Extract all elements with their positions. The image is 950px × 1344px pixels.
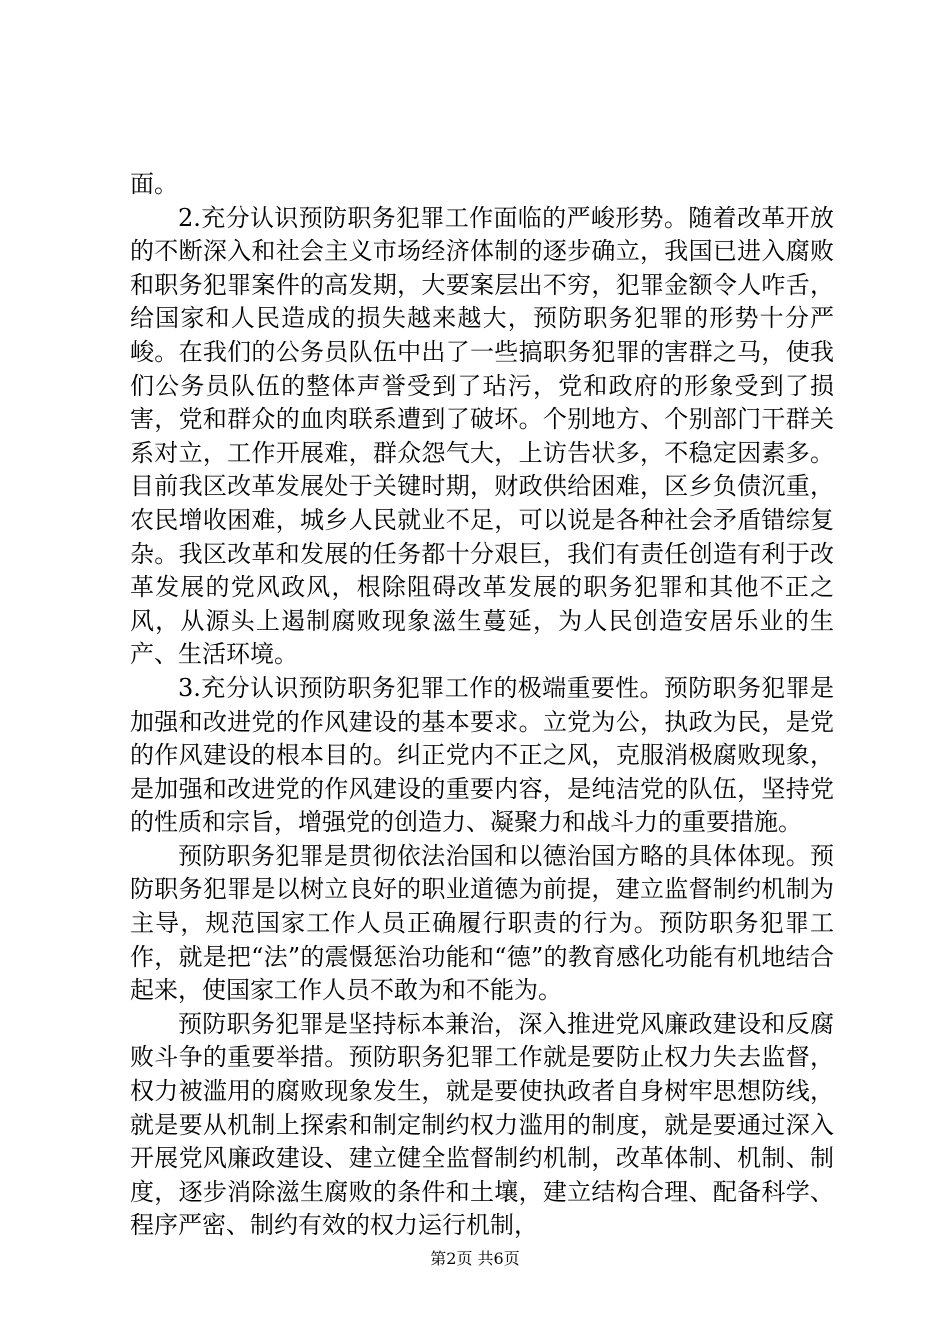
paragraph-section-2: 2.充分认识预防职务犯罪工作面临的严峻形势。随着改革开放的不断深入和社会主义市场经济体制的逐步确立，我国已进入腐败和职务犯罪案件的高发期，大要案层出不穷，犯罪金额令人咋舌，给国家和人民造成的损失越来越大，预防职务犯罪的形势十分严峻。在我们的公务员队伍中出了一些搞职务犯罪的害群之马，使我们公务员队伍的整体声誉受到了玷污，党和政府的形象受到了损害，党和群众的血肉联系遭到了破坏。个别地方、个别部门干群关系对立，工作开展难，群众怨气大，上访告状多，不稳定因素多。目前我区改革发展处于关键时期，财政供给困难，区乡负债沉重，农民增收困难，城乡人民就业不足，可以说是各种社会矛盾错综复杂。我区改革和发展的任务都十分艰巨，我们有责任创造有利于改革发展的党风政风，根除阻碍改革发展的职务犯罪和其他不正之风，从源头上遏制腐败现象滋生蔓延，为人民创造安居乐业的生产、生活环境。 — [130, 203, 834, 669]
paragraph-rule-of-law: 预防职务犯罪是贯彻依法治国和以德治国方略的具体体现。预防职务犯罪是以树立良好的职业道德为前提，建立监督制约机制为主导，规范国家工作人员正确履行职责的行为。预防职务犯罪工作，就是把“法”的震慑惩治功能和“德”的教育感化功能有机地结合起来，使国家工作人员不敢为和不能为。 — [130, 841, 834, 1005]
document-body — [130, 168, 834, 1243]
paragraph-anti-corruption: 预防职务犯罪是坚持标本兼治，深入推进党风廉政建设和反腐败斗争的重要举措。预防职务犯罪工作就是要防止权力失去监督，权力被滥用的腐败现象发生，就是要使执政者自身树牢思想防线，就是要从机制上探索和制定制约权力滥用的制度，就是要通过深入开展党风廉政建设、建立健全监督制约机制，改革体制、机制、制度，逐步消除滋生腐败的条件和土壤，建立结构合理、配备科学、程序严密、制约有效的权力运行机制， — [130, 1009, 834, 1240]
page-footer — [0, 1246, 950, 1269]
paragraph-section-3: 3.充分认识预防职务犯罪工作的极端重要性。预防职务犯罪是加强和改进党的作风建设的基本要求。立党为公，执政为民，是党的作风建设的根本目的。纠正党内不正之风，克服消极腐败现象，是加强和改进党的作风建设的重要内容，是纯洁党的队伍，坚持党的性质和宗旨，增强党的创造力、凝聚力和战斗力的重要措施。 — [130, 673, 834, 837]
page-number-label: 第2页 共6页 — [430, 1249, 520, 1268]
paragraph-continuation: 面。 — [130, 170, 178, 198]
